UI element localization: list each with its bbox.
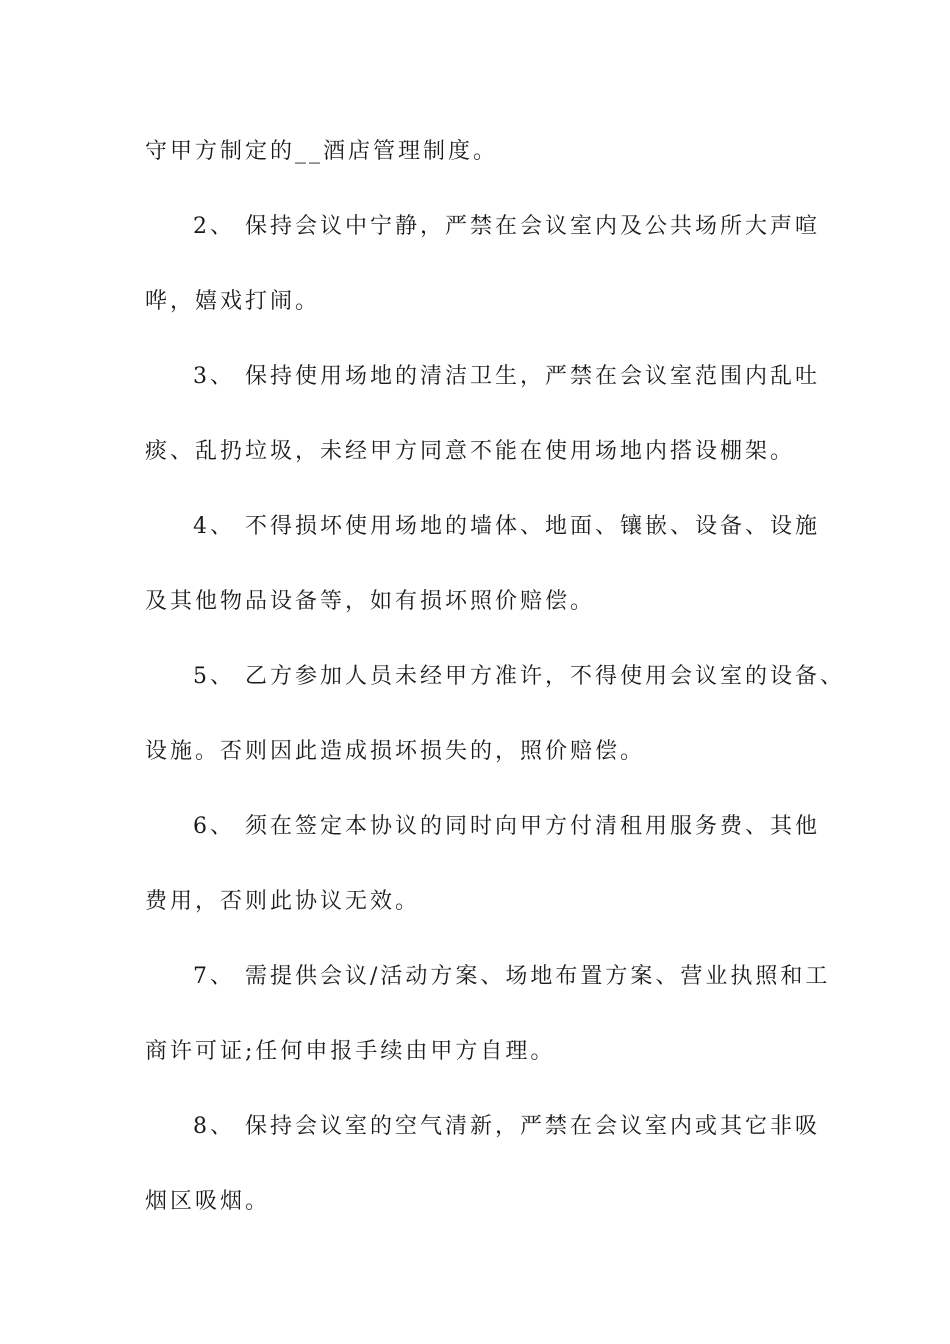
paragraph-line: 设施。否则因此造成损坏损失的，照价赔偿。 [145,739,646,764]
paragraph-line: 烟区吸烟。 [145,1189,271,1214]
paragraph-line: 3、 保持使用场地的清洁卫生，严禁在会议室范围内乱吐 [193,364,820,389]
paragraph-line: 7、 需提供会议/活动方案、场地布置方案、营业执照和工 [193,964,831,989]
paragraph-line: 2、 保持会议中宁静，严禁在会议室内及公共场所大声喧 [193,214,820,239]
paragraph-line: 及其他物品设备等，如有损坏照价赔偿。 [145,589,596,614]
paragraph-line: 哗，嬉戏打闹。 [145,289,321,314]
paragraph-line: 6、 须在签定本协议的同时向甲方付清租用服务费、其他 [193,814,820,839]
paragraph-line: 费用，否则此协议无效。 [145,889,421,914]
paragraph-line: 8、 保持会议室的空气清新，严禁在会议室内或其它非吸 [193,1114,820,1139]
paragraph-line: 商许可证;任何申报手续由甲方自理。 [145,1039,556,1064]
paragraph-line: 5、 乙方参加人员未经甲方准许，不得使用会议室的设备、 [193,664,845,689]
paragraph-line: 痰、乱扔垃圾，未经甲方同意不能在使用场地内搭设棚架。 [145,439,796,464]
paragraph-line: 守甲方制定的__酒店管理制度。 [145,139,499,164]
paragraph-line: 4、 不得损坏使用场地的墙体、地面、镶嵌、设备、设施 [193,514,820,539]
